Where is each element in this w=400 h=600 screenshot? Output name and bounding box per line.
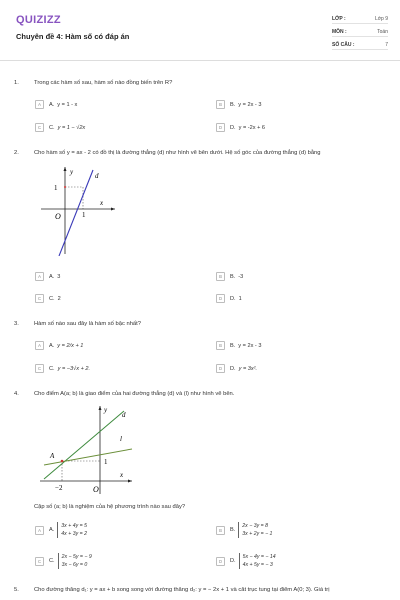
svg-text:A: A <box>50 452 55 460</box>
svg-text:y: y <box>104 406 108 414</box>
q2-option-b[interactable]: B B. -3 <box>216 272 243 281</box>
subject-field[interactable]: Toán <box>377 28 388 35</box>
line-d <box>44 411 124 479</box>
svg-text:d: d <box>95 172 99 180</box>
question-text: Trong các hàm số sau, hàm số nào đồng biến trên R? <box>34 80 173 86</box>
svg-text:y: y <box>70 168 74 176</box>
meta-count-row: SỐ CÂU : 7 <box>332 40 388 50</box>
class-field[interactable]: Lớp 9 <box>374 15 388 22</box>
svg-text:O: O <box>93 485 99 494</box>
quizizz-logo: QUIZIZZ <box>16 14 61 26</box>
equation-system: 2x − 5y = − 9 3x − 6y = 0 <box>58 553 92 569</box>
line-l <box>44 449 132 465</box>
q3-option-a[interactable]: A A. y = 2/x + 1 <box>35 341 83 350</box>
worksheet-title: Chuyên đề 4: Hàm số có đáp án <box>16 32 130 41</box>
equation-system: 5x − 4y = − 14 4x + 5y = − 3 <box>239 553 276 569</box>
q2-option-d[interactable]: D D. 1 <box>216 294 242 303</box>
svg-text:1: 1 <box>54 184 58 192</box>
q1-option-d[interactable]: D D. y = -2x + 6 <box>216 123 265 132</box>
q2-option-c[interactable]: C C. 2 <box>35 294 61 303</box>
meta-class-row: LỚP : Lớp 9 <box>332 14 388 24</box>
line-d <box>59 170 93 256</box>
question-text: Cho điểm A(a; b) là giao điểm của hai đường thẳng (d) và (l) như hình vẽ bên. <box>34 391 235 397</box>
q1-option-c[interactable]: C C. y = 1 − √2x <box>35 123 85 132</box>
q3-option-c[interactable]: C C. y = −3√x + 2. <box>35 364 90 373</box>
q4-option-d[interactable]: D D. 5x − 4y = − 14 4x + 5y = − 3 <box>216 553 276 569</box>
equation-system: 3x + 4y = 5 4x + 3y = 2 <box>57 522 87 538</box>
q1-option-b[interactable]: B B. y = 2x - 3 <box>216 100 261 109</box>
worksheet-page: QUIZIZZ Chuyên đề 4: Hàm số có đáp án LỚP : Lớp 9 MÔN : Toán SỐ CÂU : 7 1. Trong các hàm số sau, hàm số nào đồng biến trên R? A A. y = 1 - x B B. y = 2x - 3 C C. y = 1 − √2x D D. y = -2x + 6 2. Cho hàm số y = ax - 2 có đồ thị là đường thẳng (d) như hình vẽ bên dưới. Hệ số góc của đường thẳng (d) bằng y d 1 x 1 O A A. 3 B B. -3 C C. 2 D D. 1 3. Hàm số nào sau đây là hàm số bậc nhất? A A. y = 2/x + 1 B B. y = 2x - 3 C C. y = −3√x + 2. D D. y = 3x². 4. Cho điểm A(a; b) là giao điểm của hai đường thẳng (d) và (l) như hình vẽ bên. y d l A 1 x −2 O Cặp số (a; b) là nghiệm của hệ phương trình nào sau đây? A A. 3x + 4y = 5 4x + 3y = 2 B B. 2x − 3y = 8 3x + 2y = − 1 C C. 2x − 5y = − 9 3x − 6y = 0 D D. 5x − 4y = − 14 4x + 5y = − 3 5. Cho đường thẳng d₁: y = ax + b song song với đường thẳng d₂: y = − 2x + 1 và cắt trục tung tại điểm A(0; 3). Giá trị <box>0 0 400 600</box>
worksheet-meta <box>332 14 388 53</box>
question-text: Hàm số nào sau đây là hàm số bậc nhất? <box>34 321 141 327</box>
point-a <box>61 460 64 463</box>
q4-option-b[interactable]: B B. 2x − 3y = 8 3x + 2y = − 1 <box>216 522 272 538</box>
svg-text:−2: −2 <box>55 484 63 492</box>
count-field[interactable]: 7 <box>385 41 388 48</box>
q3-option-b[interactable]: B B. y = 2x - 3 <box>216 341 261 350</box>
svg-text:x: x <box>120 471 124 479</box>
q4-line-graph <box>38 403 134 495</box>
svg-text:l: l <box>120 435 122 443</box>
q3-option-d[interactable]: D D. y = 3x². <box>216 364 257 373</box>
svg-text:O: O <box>55 212 61 221</box>
meta-subject-row: MÔN : Toán <box>332 27 388 37</box>
q2-option-a[interactable]: A A. 3 <box>35 272 60 281</box>
svg-text:1: 1 <box>82 211 86 219</box>
question-text: Cho hàm số y = ax - 2 có đồ thị là đường thẳng (d) như hình vẽ bên dưới. Hệ số góc của đường thẳng (d) bằng <box>34 150 321 156</box>
q4-option-c[interactable]: C C. 2x − 5y = − 9 3x − 6y = 0 <box>35 553 92 569</box>
q1-option-a[interactable]: A A. y = 1 - x <box>35 100 77 109</box>
svg-text:d: d <box>122 411 126 419</box>
q4-option-a[interactable]: A A. 3x + 4y = 5 4x + 3y = 2 <box>35 522 87 538</box>
header-divider <box>0 60 400 61</box>
equation-system: 2x − 3y = 8 3x + 2y = − 1 <box>238 522 272 538</box>
question-text: Cho đường thẳng d₁: y = ax + b song song với đường thẳng d₂: y = − 2x + 1 và cắt trục tung tại điểm A(0; 3). Giá trị <box>34 587 330 593</box>
svg-text:1: 1 <box>104 458 108 466</box>
q2-line-graph <box>35 164 117 256</box>
svg-text:x: x <box>100 199 104 207</box>
